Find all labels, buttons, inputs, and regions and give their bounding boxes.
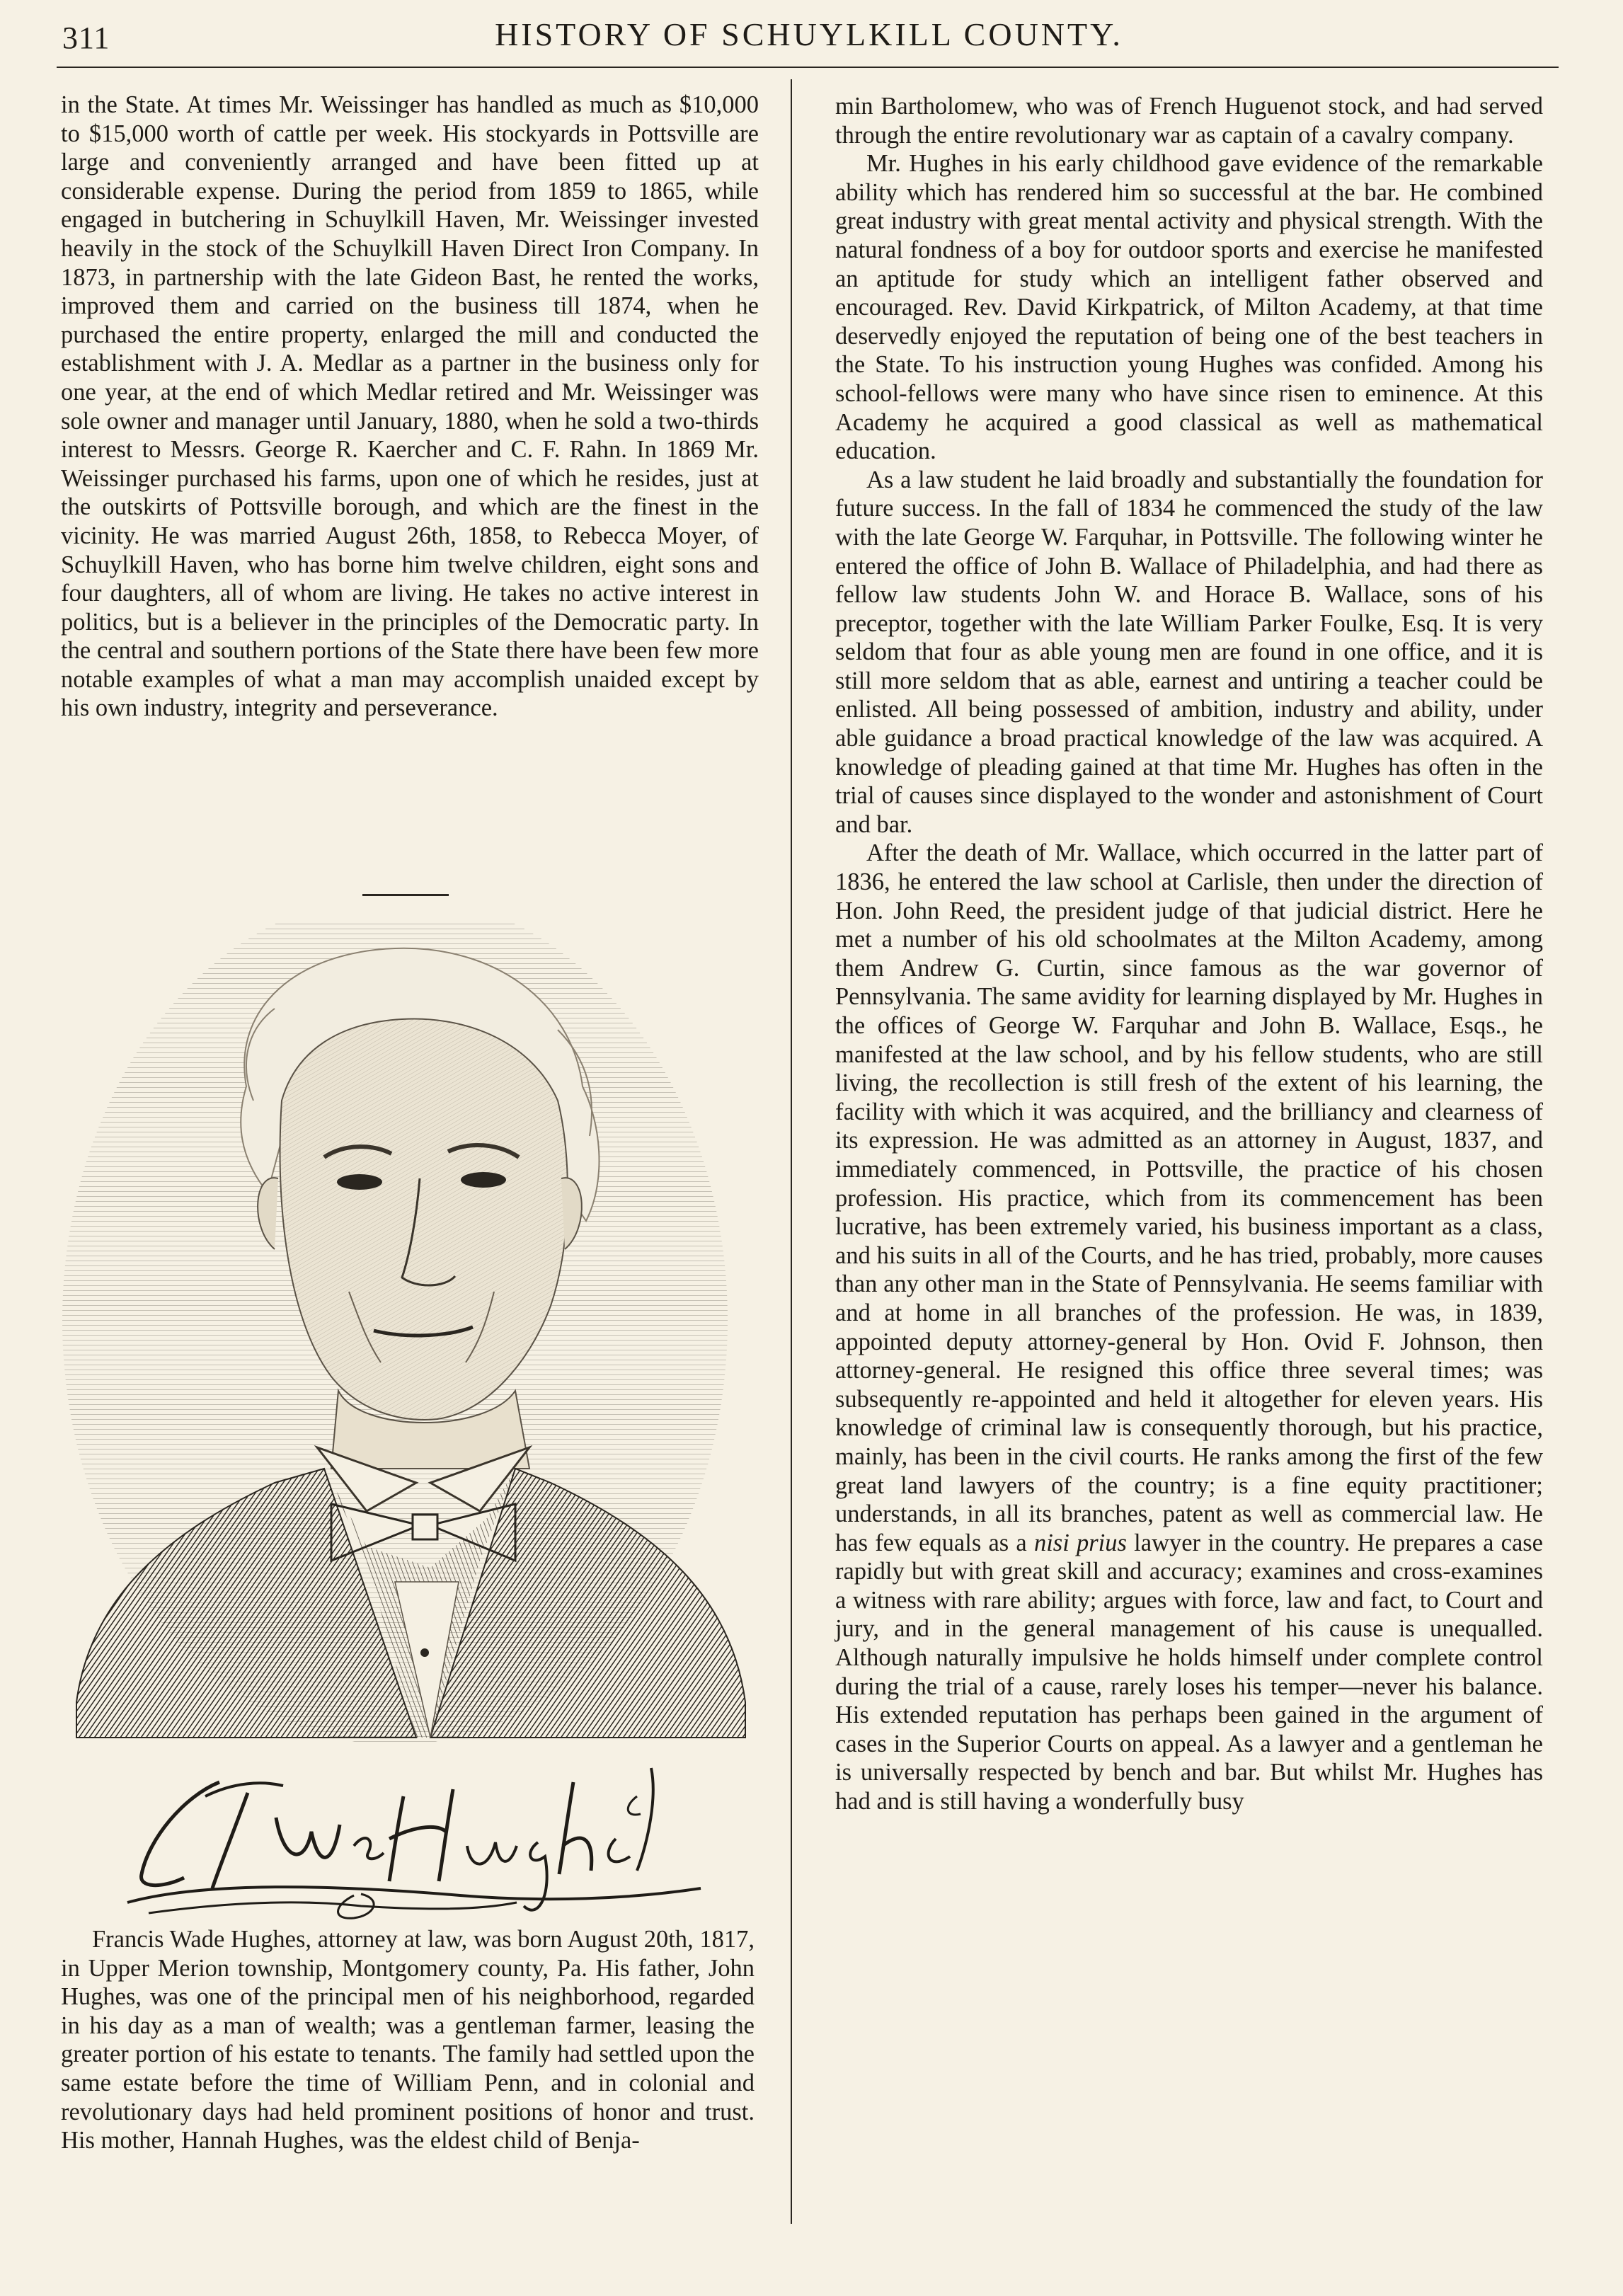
left-column-bottom: [61, 1925, 755, 2155]
portrait-engraving: [62, 924, 759, 1769]
right-column: [835, 92, 1543, 1816]
page-header: [62, 16, 1556, 58]
left-column-top: [61, 91, 759, 723]
hughes-biography-opening: Francis Wade Hughes, attorney at law, was born August 20th, 1817, in Upper Merion township, Montgomery county, Pa. His father, John Hughes, was one of the principal men of his neighborhood, regarded in his day as a man of wealth; was a gentleman farmer, leasing the greater portion of his estate to tenants. The family had settled upon the same estate before the time of William Penn, and in colonial and revolutionary days had held prominent positions of honor and trust. His mother, Hannah Hughes, was the eldest child of Benja-: [61, 1926, 755, 2154]
right-paragraph-4: [835, 839, 1543, 1815]
p4-italic-phrase: nisi prius: [1033, 1529, 1127, 1556]
right-paragraph-3: As a law student he laid broadly and substantially the foundation for future success. In the fall of 1834 he commenced the study of the law with the late George W. Farquhar, in Pottsville. The following winter he entered the office of John B. Wallace of Philadelphia, and had there as fellow law students John W. and Horace B. Wallace, sons of his preceptor, together with the late William Parker Foulke, Esq. It is very seldom that four as able young men are found in one office, and it is still more seldom that as able, earnest and untiring a teacher could be enlisted. All being possessed of ambition, industry and ability, under able guidance a broad practical knowledge of the law was acquired. A knowledge of pleading gained at that time Mr. Hughes has often in the trial of causes since displayed to the wonder and astonishment of Court and bar.: [835, 466, 1543, 838]
weissinger-paragraph: in the State. At times Mr. Weissinger has handled as much as $10,000 to $15,000 worth of cattle per week. His stockyards in Pottsville are large and conveniently arranged and have been fitted up at considerable expense. During the period from 1859 to 1865, while engaged in butchering in Schuylkill Haven, Mr. Weissinger invested heavily in the stock of the Schuylkill Haven Direct Iron Company. In 1873, in partnership with the late Gideon Bast, he rented the works, improved them and carried on the business till 1874, when he purchased the entire property, enlarged the mill and conducted the establishment with J. A. Medlar as a partner in the business only for one year, at the end of which Medlar retired and Mr. Weissinger was sole owner and manager until January, 1880, when he sold a two-thirds interest to Messrs. George R. Kaercher and C. F. Rahn. In 1869 Mr. Weissinger purchased his farms, upon one of which he resides, just at the outskirts of Pottsville borough, and which are the finest in the vicinity. He was married August 26th, 1858, to Rebecca Moyer, of Schuylkill Haven, who has borne him twelve children, eight sons and four daughters, all of whom are living. He takes no active interest in politics, but is a believer in the principles of the Democratic party. In the central and southern portions of the State there have been few more notable examples of what a man may accomplish unaided except by his own industry, integrity and perseverance.: [61, 91, 759, 722]
signature: [120, 1754, 722, 1927]
p4-text-before: After the death of Mr. Wallace, which occurred in the latter part of 1836, he entered the law school at Carlisle, then under the direction of Hon. John Reed, the president judge of that judicial district. Here he met a number of his old schoolmates at the Milton Academy, among them Andrew G. Curtin, since famous as the war governor of Pennsylvania. The same avidity for learning displayed by Mr. Hughes in the offices of George W. Farquhar and John B. Wallace, Esqs., he manifested at the law school, and by his fellow students, who are still living, the recollection is still fresh of the extent of his learning, the facility with which it was acquired, and the brilliancy and clearness of its expression. He was admitted as an attorney in August, 1837, and immediately commenced, in Pottsville, the practice of his chosen profession. His practice, which from its commencement has been lucrative, has been extremely varied, his business important as a class, and his suits in all of the Courts, and he has tried, probably, more causes than any other man in the State of Pennsylvania. He seems familiar with and at home in all branches of the profession. He was, in 1839, appointed deputy attorney-general by Hon. Ovid F. Johnson, then attorney-general. He resigned this office three several times; was subsequently re-appointed and held it altogether for eleven years. His knowledge of criminal law is consequently thorough, but his practice, mainly, has been in the civil courts. He ranks among the first of the few great land lawyers of the country; is a fine equity practitioner; understands, in all its branches, patent as well as commercial law. He has few equals as a: [835, 839, 1543, 1556]
section-separator: [362, 894, 449, 896]
running-head: HISTORY OF SCHUYLKILL COUNTY.: [495, 16, 1123, 52]
p4-text-after: lawyer in the country. He prepares a case rapidly but with great skill and accuracy; examines and cross-examines a witness with rare ability; argues with force, law and fact, to Court and jury, and in the general management of his cause is unequalled. Although naturally impulsive he holds himself under complete control during the trial of a cause, rarely loses his temper—never his balance. His extended reputation has perhaps been gained in the argument of cases in the Superior Courts on appeal. As a lawyer and a gentleman he is universally respected by bench and bar. But whilst Mr. Hughes has had and is still having a wonderfully busy: [835, 1529, 1543, 1815]
header-rule: [57, 67, 1559, 68]
page-number: 311: [62, 21, 110, 55]
right-paragraph-1: min Bartholomew, who was of French Huguenot stock, and had served through the entire revolutionary war as captain of a cavalry company.: [835, 93, 1543, 149]
right-paragraph-2: Mr. Hughes in his early childhood gave evidence of the remarkable ability which has rendered him so successful at the bar. He combined great industry with great mental activity and physical strength. With the natural fondness of a boy for outdoor sports and exercise he manifested an aptitude for study which an intelligent father observed and encouraged. Rev. David Kirkpatrick, of Milton Academy, at that time deservedly enjoyed the reputation of being one of the best teachers in the State. To his instruction young Hughes was confided. Among his school-fellows were many who have since risen to eminence. At this Academy he acquired a good classical as well as mathematical education.: [835, 150, 1543, 465]
column-rule: [791, 79, 792, 2224]
